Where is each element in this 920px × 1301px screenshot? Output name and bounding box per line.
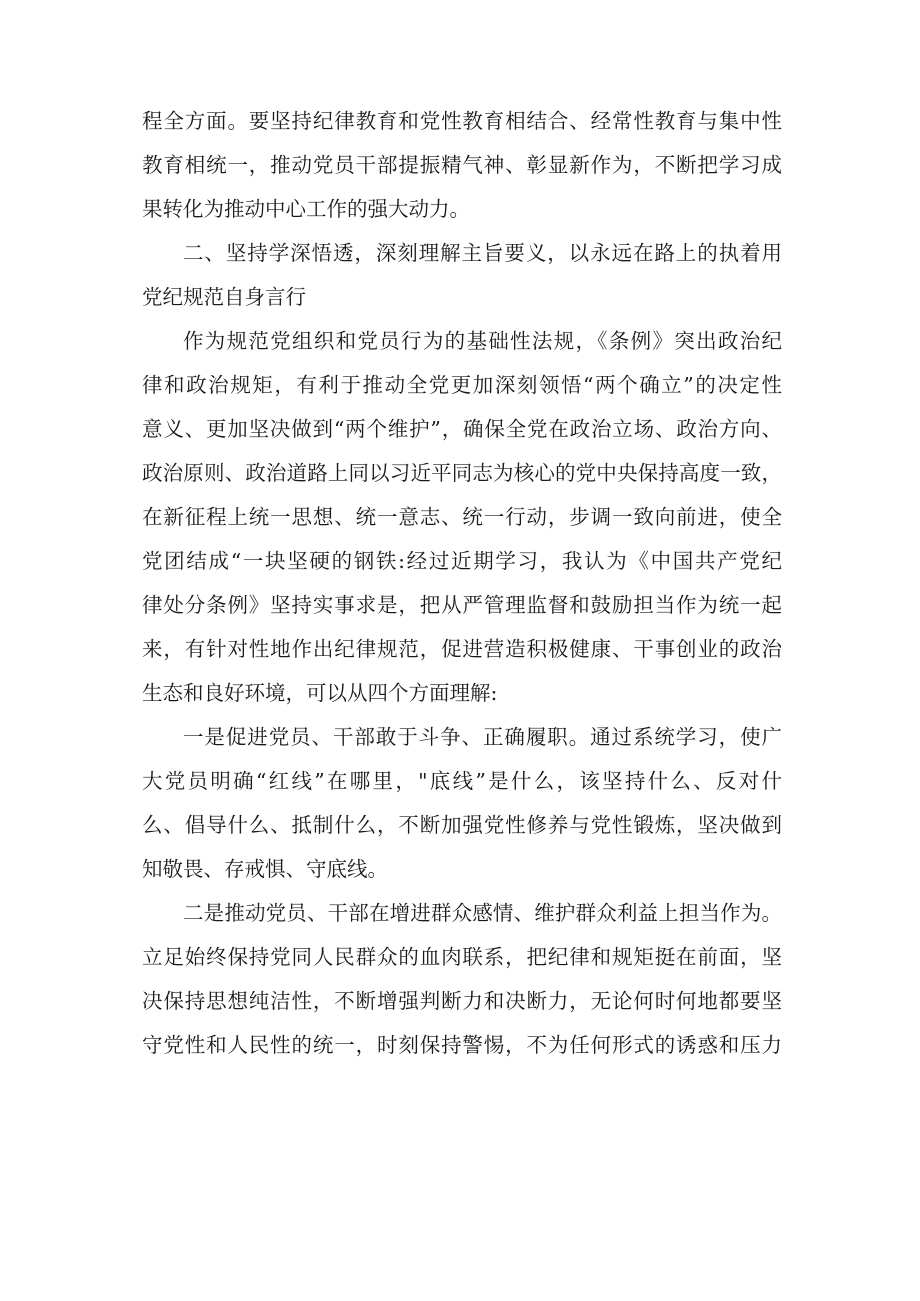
text-line: 一是促进党员、干部敢于斗争、正确履职。通过系统学习，使广	[183, 725, 782, 749]
text-line: 来，有针对性地作出纪律规范，促进营造积极健康、干事创业的政治	[142, 637, 782, 661]
paragraph-3	[142, 319, 782, 715]
text-line: 教育相统一，推动党员干部提振精气神、彰显新作为，不断把学习成	[142, 153, 782, 177]
text-line: 果转化为推动中心工作的强大动力。	[142, 197, 470, 221]
paragraph-4	[142, 715, 782, 891]
text-line: 党团结成“一块坚硬的钢铁:经过近期学习，我认为《中国共产党纪	[142, 549, 782, 573]
text-line: 知敬畏、存戒惧、守底线。	[142, 857, 388, 881]
paragraph-1	[142, 99, 782, 231]
text-line: 大党员明确“红线”在哪里，"底线”是什么，该坚持什么、反对什	[142, 769, 782, 793]
text-line: 生态和良好环境，可以从四个方面理解:	[142, 681, 498, 705]
text-line: 二是推动党员、干部在增进群众感情、维护群众利益上担当作为。	[183, 901, 782, 925]
text-line: 作为规范党组织和党员行为的基础性法规，《条例》突出政治纪	[183, 329, 782, 353]
text-line: 守党性和人民性的统一，时刻保持警惕，不为任何形式的诱惑和压力	[142, 1033, 782, 1057]
text-line: 在新征程上统一思想、统一意志、统一行动，步调一致向前进，使全	[142, 505, 782, 529]
text-line: 么、倡导什么、抵制什么，不断加强党性修养与党性锻炼，坚决做到	[142, 813, 782, 837]
text-line: 决保持思想纯洁性，不断增强判断力和决断力，无论何时何地都要坚	[142, 989, 782, 1013]
text-line: 律和政治规矩，有利于推动全党更加深刻领悟“两个确立”的决定性	[142, 373, 782, 397]
text-line: 意义、更加坚决做到“两个维护”，确保全党在政治立场、政治方向、	[142, 417, 782, 441]
text-line: 二、坚持学深悟透，深刻理解主旨要义，以永远在路上的执着用	[183, 241, 782, 265]
paragraph-5	[142, 891, 782, 1067]
text-line: 党纪规范自身言行	[142, 285, 306, 309]
text-line: 政治原则、政治道路上同以习近平同志为核心的党中央保持高度一致，	[142, 461, 782, 485]
text-line: 立足始终保持党同人民群众的血肉联系，把纪律和规矩挺在前面，坚	[142, 945, 782, 969]
text-line: 程全方面。要坚持纪律教育和党性教育相结合、经常性教育与集中性	[142, 109, 782, 133]
document-body	[142, 99, 782, 1067]
text-line: 律处分条例》坚持实事求是，把从严管理监督和鼓励担当作为统一起	[142, 593, 782, 617]
section-heading-2	[142, 231, 782, 319]
